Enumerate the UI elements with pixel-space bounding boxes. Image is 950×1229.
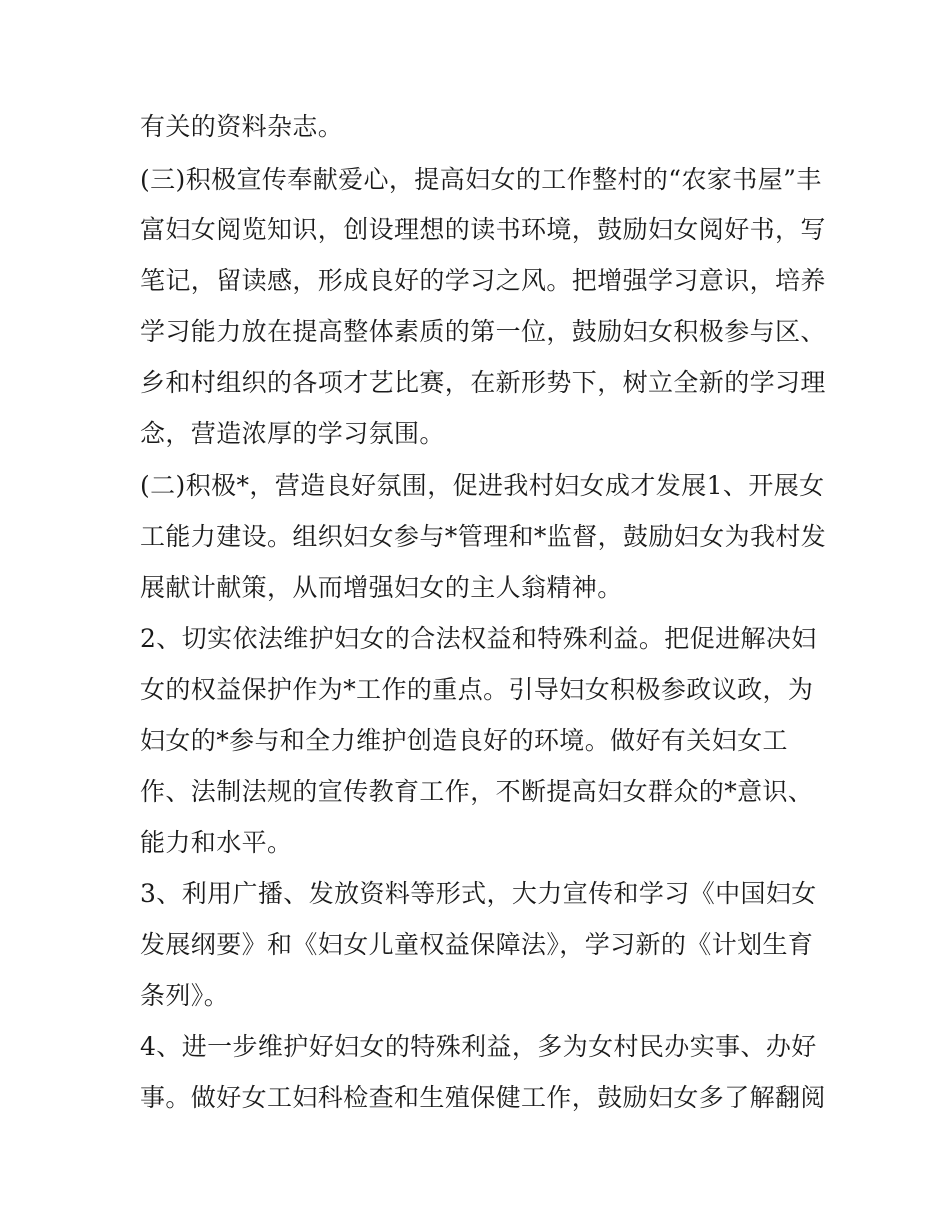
text-line: 工能力建设。组织妇女参与*管理和*监督，鼓励妇女为我村发 — [140, 522, 827, 551]
text-line: 作、法制法规的宣传教育工作，不断提高妇女群众的*意识、 — [140, 777, 814, 806]
text-line: 女的权益保护作为*工作的重点。引导妇女积极参政议政，为 — [140, 675, 814, 704]
text-line: 条列》。 — [140, 981, 230, 1010]
text-line: 念，营造浓厚的学习氛围。 — [140, 419, 445, 448]
text-line: 展献计献策，从而增强妇女的主人翁精神。 — [140, 573, 623, 602]
text-line: 学习能力放在提高整体素质的第一位，鼓励妇女积极参与区、 — [140, 317, 826, 346]
text-line: 2、切实依法维护妇女的合法权益和特殊利益。把促进解决妇 — [140, 624, 817, 653]
text-line: 3、利用广播、发放资料等形式，大力宣传和学习《中国妇女 — [140, 879, 817, 908]
text-line: 有关的资料杂志。 — [140, 112, 344, 141]
text-line: (三)积极宣传奉献爱心，提高妇女的工作整村的“农家书屋”丰 — [140, 165, 822, 194]
text-line: 富妇女阅览知识，创设理想的读书环境，鼓励妇女阅好书，写 — [140, 215, 826, 244]
text-line: 妇女的*参与和全力维护创造良好的环境。做好有关妇女工 — [140, 726, 788, 755]
text-line: (二)积极*，营造良好氛围，促进我村妇女成才发展1、开展女 — [140, 471, 825, 500]
text-line: 笔记，留读感，形成良好的学习之风。把增强学习意识，培养 — [140, 266, 826, 295]
text-line: 事。做好女工妇科检查和生殖保健工作，鼓励妇女多了解翻阅 — [140, 1083, 826, 1112]
text-line: 发展纲要》和《妇女儿童权益保障法》，学习新的《计划生育 — [140, 930, 814, 959]
text-line: 4、进一步维护好妇女的特殊利益，多为女村民办实事、办好 — [140, 1032, 817, 1061]
text-line: 能力和水平。 — [140, 828, 293, 857]
text-line: 乡和村组织的各项才艺比赛，在新形势下，树立全新的学习理 — [140, 368, 826, 397]
